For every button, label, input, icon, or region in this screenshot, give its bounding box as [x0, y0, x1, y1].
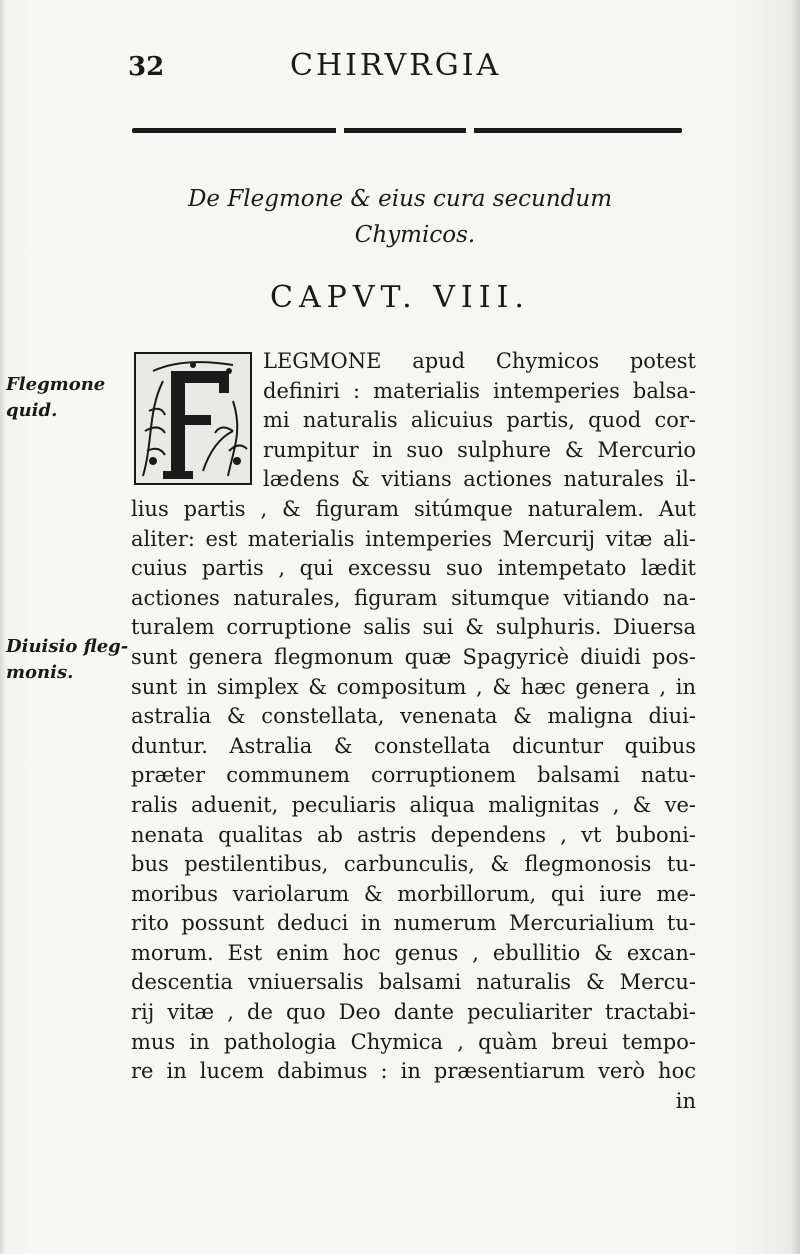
margin-note-line: Diuisio fleg- — [6, 636, 129, 657]
chapter-number: CAPVT. VIII. — [270, 280, 530, 315]
header-rule-break — [336, 127, 344, 135]
body-line: rij vitæ , de quo Deo dante peculiariter tractabi- — [131, 1000, 696, 1025]
page-number: 32 — [128, 52, 165, 82]
body-line: descentia vniuersalis balsami naturalis & Mercu- — [131, 970, 696, 995]
body-line: morum. Est enim hoc genus , ebullitio & excan- — [131, 940, 696, 965]
margin-note-diuisio — [6, 634, 128, 686]
margin-note-line: quid. — [6, 400, 58, 421]
body-line: definiri : materialis intemperies balsa- — [263, 378, 696, 403]
chapter-title-line2: Chymicos. — [354, 222, 476, 248]
body-line: sunt genera flegmonum quæ Spagyricè diuidi pos- — [131, 644, 696, 669]
body-line: lius partis , & figuram sitúmque naturalem. Aut — [131, 496, 696, 521]
body-line: mi naturalis alicuius partis, quod cor- — [263, 408, 696, 433]
body-line: rumpitur in suo sulphure & Mercurio — [263, 437, 696, 462]
body-line: moribus variolarum & morbillorum, qui iure me- — [131, 881, 696, 906]
body-line: LEGMONE apud Chymicos potest — [263, 349, 696, 373]
body-line: cuius partis , qui excessu suo intempetato lædit — [131, 556, 696, 581]
margin-note-line: monis. — [6, 662, 74, 683]
body-line: aliter: est materialis intemperies Mercurij vitæ ali- — [131, 526, 696, 551]
margin-note-flegmone — [6, 372, 105, 424]
margin-note-line: Flegmone — [6, 374, 106, 395]
body-line: bus pestilentibus, carbunculis, & flegmonosis tu- — [131, 852, 696, 877]
body-line: nenata qualitas ab astris dependens , vt buboni- — [131, 822, 696, 847]
body-line: turalem corruptione salis sui & sulphuris. Diuersa — [131, 615, 696, 640]
body-text — [131, 347, 696, 1116]
body-line: ralis aduenit, peculiaris aliqua malignitas , & ve- — [131, 792, 696, 817]
body-line: lædens & vitians actiones naturales il- — [263, 467, 696, 492]
body-line: rito possunt deduci in numerum Mercurialium tu- — [131, 911, 696, 936]
running-head: CHIRVRGIA — [290, 48, 502, 83]
body-line: sunt in simplex & compositum , & hæc genera , in — [131, 674, 696, 699]
body-line: mus in pathologia Chymica , quàm breui tempo- — [131, 1029, 696, 1054]
chapter-title-line1: De Flegmone & eius cura secundum — [187, 186, 613, 212]
body-line: re in lucem dabimus : in præsentiarum verò hoc — [131, 1059, 696, 1084]
header-rule — [132, 128, 682, 133]
body-line: duntur. Astralia & constellata dicuntur quibus — [131, 733, 696, 758]
body-line: præter communem corruptionem balsami natu- — [131, 763, 696, 788]
body-line: actiones naturales, figuram situmque vitiando na- — [131, 585, 696, 610]
catchword: in — [675, 1088, 696, 1113]
header-rule-break — [466, 127, 474, 135]
body-line: astralia & constellata, venenata & maligna diui- — [131, 704, 696, 729]
